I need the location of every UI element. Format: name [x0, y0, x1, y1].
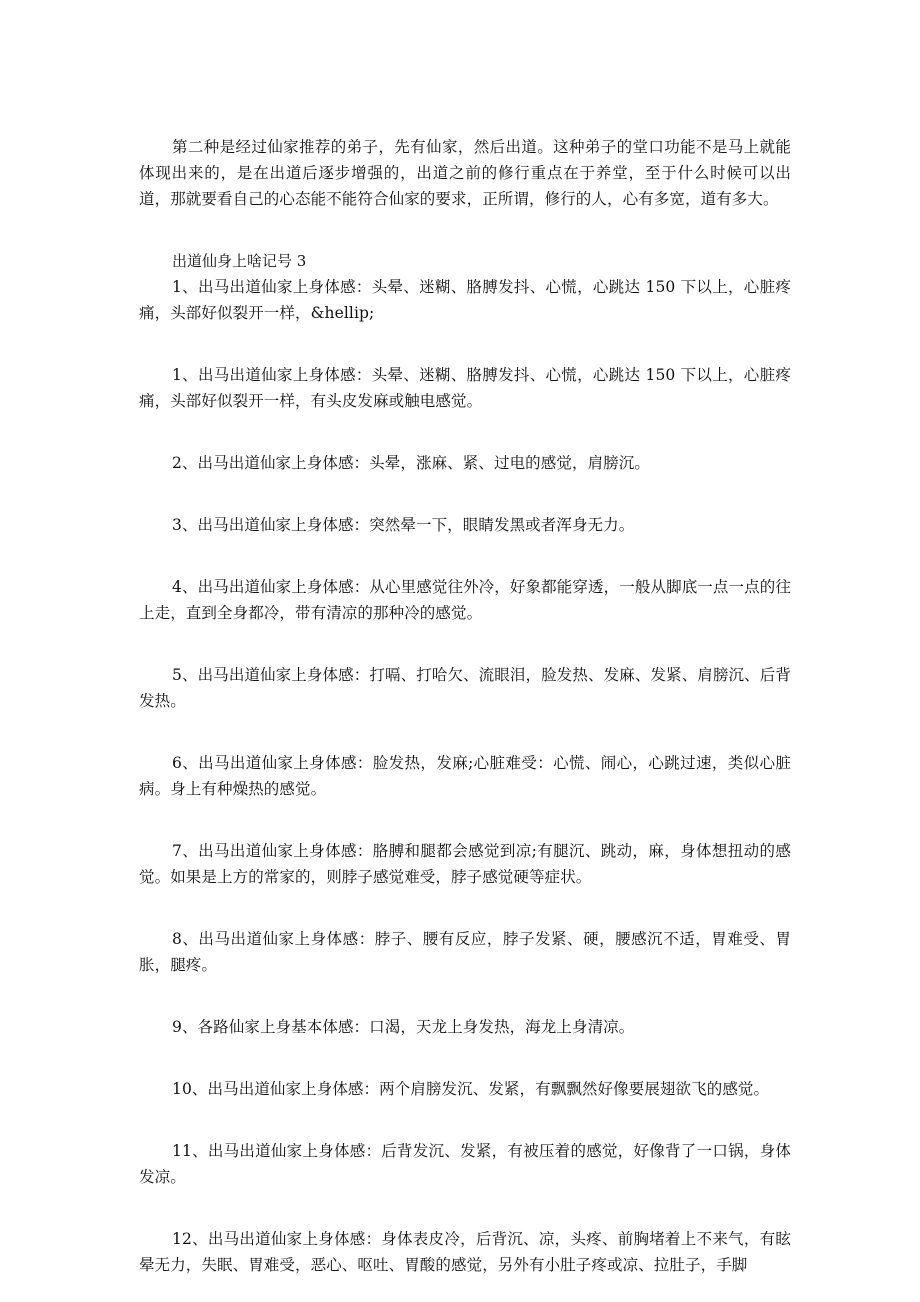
list-item: 3、出马出道仙家上身体感：突然晕一下，眼睛发黑或者浑身无力。 [172, 516, 635, 534]
list-item: 11、出马出道仙家上身体感：后背发沉、发紧，有被压着的感觉，好像背了一口锅，身体发凉。 [139, 1142, 791, 1186]
list-item: 1、出马出道仙家上身体感：头晕、迷糊、胳膊发抖、心慌，心跳达 150 下以上，心脏疼痛，头部好似裂开一样，有头皮发麻或触电感觉。 [139, 366, 791, 410]
intro-paragraph: 第二种是经过仙家推荐的弟子，先有仙家，然后出道。这种弟子的堂口功能不是马上就能体现出来的，是在出道后逐步增强的，出道之前的修行重点在于养堂，至于什么时候可以出道，那就要看自己的心态能不能符合仙家的要求，正所谓，修行的人，心有多宽，道有多大。 [139, 138, 791, 208]
list-item: 8、出马出道仙家上身体感：脖子、腰有反应，脖子发紧、硬，腰感沉不适，胃难受、胃胀，腿疼。 [139, 930, 791, 974]
list-item: 9、各路仙家上身基本体感：口渴，天龙上身发热，海龙上身清凉。 [172, 1018, 635, 1036]
list-item: 7、出马出道仙家上身体感：胳膊和腿都会感觉到凉;有腿沉、跳动，麻，身体想扭动的感觉。如果是上方的常家的，则脖子感觉难受，脖子感觉硬等症状。 [139, 842, 791, 886]
document-page [139, 134, 791, 1278]
list-item: 1、出马出道仙家上身体感：头晕、迷糊、胳膊发抖、心慌，心跳达 150 下以上，心脏疼痛，头部好似裂开一样，&hellip; [139, 278, 791, 322]
list-item: 5、出马出道仙家上身体感：打嗝、打哈欠、流眼泪，脸发热、发麻、发紧、肩膀沉、后背发热。 [139, 666, 791, 710]
section-heading: 出道仙身上啥记号 3 [172, 252, 307, 270]
list-item: 6、出马出道仙家上身体感：脸发热，发麻;心脏难受：心慌、闹心，心跳过速，类似心脏病。身上有种燥热的感觉。 [139, 754, 791, 798]
list-item: 4、出马出道仙家上身体感：从心里感觉往外冷，好象都能穿透，一般从脚底一点一点的往上走，直到全身都冷，带有清凉的那种冷的感觉。 [139, 578, 791, 622]
list-item: 12、出马出道仙家上身体感：身体表皮冷，后背沉、凉，头疼、前胸堵着上不来气，有眩晕无力，失眠、胃难受，恶心、呕吐、胃酸的感觉，另外有小肚子疼或凉、拉肚子，手脚 [139, 1230, 791, 1274]
list-item: 10、出马出道仙家上身体感：两个肩膀发沉、发紧，有飘飘然好像要展翅欲飞的感觉。 [172, 1080, 770, 1098]
list-item: 2、出马出道仙家上身体感：头晕，涨麻、紧、过电的感觉，肩膀沉。 [172, 454, 650, 472]
